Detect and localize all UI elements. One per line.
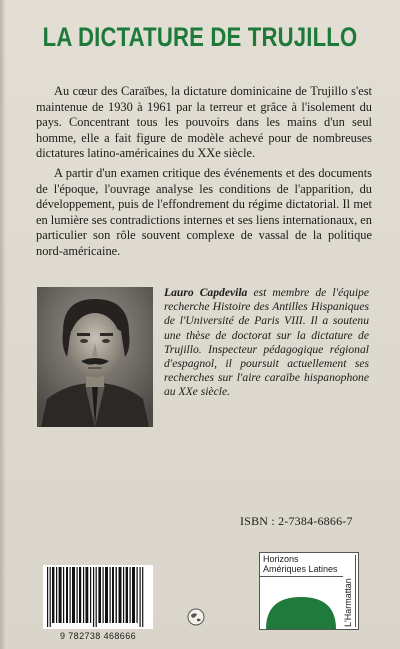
barcode-digits: 9 782738 468666 [59, 631, 137, 641]
globe-icon [187, 608, 205, 626]
author-bio-text: est membre de l'équipe recherche Histoire des Antilles Hispaniques de l'Université de Paris VIII. Il a soutenu une thèse de doctorat sur la dictature de Trujillo. Inspecteur pédagogique régional d'espagnol, il poursuit actuellement ses recherches sur l'aire caraïbe hispanophone au XXe siècle. [164, 286, 369, 399]
isbn: ISBN : 2-7384-6866-7 [240, 514, 353, 528]
barcode [43, 565, 153, 629]
blurb-paragraph-2: A partir d'un examen critique des événements et des documents de l'époque, l'ouvrage analyse les conditions de l'apparition, du développement, puis de l'effondrement du régime dictatorial. Il met en lumière ses contradictions internes et ses liens internationaux, en particulier son rôle souvent complexe de vassal de la politique nord-américaine. [36, 165, 372, 258]
author-name: Lauro Capdevila [164, 286, 248, 299]
blurb [36, 84, 372, 264]
series-line-2: Amériques Latines [263, 563, 338, 574]
author-bio [164, 286, 369, 400]
book-title: LA DICTATURE DE TRUJILLO [42, 22, 358, 52]
author-photo [37, 287, 153, 427]
series-logo [259, 552, 359, 630]
publisher-name: L'Harmattan [343, 555, 356, 627]
author-portrait-image [37, 287, 153, 427]
blurb-paragraph-1: Au cœur des Caraïbes, la dictature dominicaine de Trujillo s'est maintenue de 1930 à 1961 par la terreur et grâce à l'isolement du pays. Concentrant tous les pouvoirs dans les mains d'un seul homme, elle a fait figure de modèle achevé pour de nombreuses dictatures latino-américaines du XXe siècle. [36, 84, 372, 161]
spine-shadow [0, 0, 6, 649]
series-line-1: Horizons [263, 554, 299, 564]
series-green-arc [260, 577, 343, 629]
series-name [263, 555, 345, 574]
